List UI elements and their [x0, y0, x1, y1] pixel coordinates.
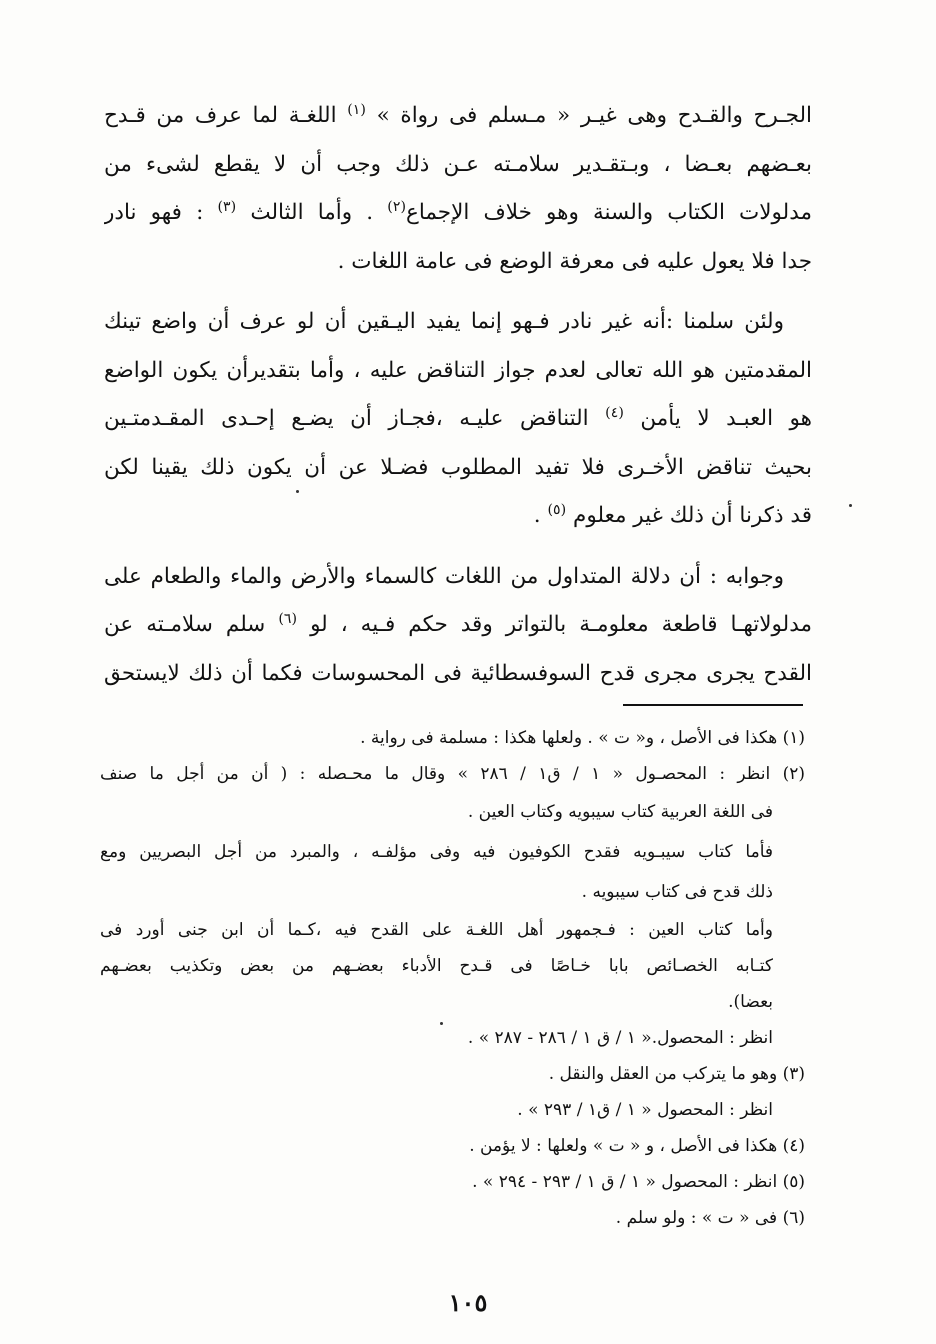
text-line: ولئن سلمنا :أنه غير نادر فـهو إنما يفيد اليـقين أن لو عرف أن واضع تينك — [104, 309, 784, 334]
footnote-3-continued: انظر : المحصول « ١ / ق١ / ٢٩٣ » . — [517, 1100, 773, 1120]
footnote-ref: (٥) — [547, 501, 567, 518]
footnotes — [100, 720, 805, 1236]
footnote-4: (٤) هكذا فى الأصل ، و « ت » ولعلها : لا يؤمن . — [469, 1136, 805, 1156]
page-number: ١٠٥ — [448, 1288, 488, 1317]
footnote-2-continued: ذلك قدح فى كتاب سيبويه . — [581, 882, 773, 902]
footnote-2-continued: بعضا). — [728, 992, 773, 1012]
text-line: الجـرح والقـدح وهى غيـر « مـسلم فى رواة » $^{(١)}$ اللغـة لما عرف من قـدح — [104, 101, 812, 128]
footnote-2-continued: انظر : المحصول.« ١ / ق ١ / ٢٨٦ - ٢٨٧ » . — [467, 1028, 773, 1048]
text-line: بحيث تناقض الأخـرى فلا تفيد المطلوب فضـلا عن أن يكون ذلك يقينا لكن — [104, 454, 812, 480]
text-line: القدح يجرى مجرى قدح السوفسطائية فى المحسوسات فكما أن ذلك لايستحق — [104, 660, 812, 686]
footnote-1: (١) هكذا فى الأصل ، و« ت » . ولعلها هكذا : مسلمة فى رواية . — [360, 728, 805, 748]
footnote-6: (٦) فى « ت » : ولو سلم . — [615, 1208, 805, 1228]
text-line: المقدمتين هو الله تعالى لعدم جواز التناقض عليه ، وأما بتقديرأن يكون الواضع — [104, 357, 812, 383]
text-line: جدا فلا يعول عليه فى معرفة الوضع فى عامة اللغات . — [337, 248, 812, 274]
footnote-2: (٢) انظر : المحصـول « ١ / ق١ / ٢٨٦ » وقال ما محـصله : ( أن من أجل ما صنف — [100, 764, 805, 784]
footnote-ref: (١) — [347, 101, 366, 118]
footnote-2-continued: وأما كتاب العين : فـجمهور أهل اللغـة على القدح فيه ،كـما أن ابن جنى أورد فى — [100, 920, 773, 940]
scan-speck — [849, 504, 852, 507]
footnote-3: (٣) وهو ما يتركب من العقل والنقل . — [548, 1064, 805, 1084]
scan-speck — [296, 490, 299, 493]
footnote-separator — [623, 704, 803, 706]
footnote-ref: (٢) — [387, 198, 406, 215]
text-line: مدلولاتهـا قاطعة معلومـة بالتواتر وقد حكم فـيه ، لو $^{(٦)}$ سلم سلامـته عن — [104, 610, 812, 637]
footnote-ref: (٤) — [605, 404, 624, 421]
footnote-ref: (٣) — [217, 198, 237, 215]
text-line: بعـضهم بعـضا ، وبـتقـدير سلامـته عـن ذلك وجب أن لا يقطع لشىء من — [104, 151, 812, 177]
footnote-2-continued: فأما كتاب سيبـويه فقدح الكوفيون فيه وفى مؤلفـه ، والمبرد من أجل البصريين ومع — [100, 842, 773, 862]
footnote-5: (٥) انظر : المحصول « ١ / ق ١ / ٢٩٣ - ٢٩٤ » . — [472, 1172, 805, 1192]
main-text — [104, 92, 812, 698]
footnote-2-continued: فى اللغة العربية كتاب سيبويه وكتاب العين . — [467, 802, 773, 822]
footnote-2-continued: كتـابه الخصـائص بابا خـاصًا فى قـدح الأدباء بعضـهم من بعض وتكذيب بعضـهم — [100, 956, 773, 976]
text-line: وجوابه : أن دلالة المتداول من اللغات كالسماء والأرض والماء والطعام على — [104, 563, 784, 589]
scan-speck — [440, 1022, 443, 1025]
text-line: مدلولات الكتاب والسنة وهو خلاف الإجماع$^{(٢)}$ . وأما الثالث $^{(٣)}$ : فهو نادر — [104, 198, 812, 225]
text-line: هو العبـد لا يأمن $^{(٤)}$ التناقض عليـه ،فجـاز أن يضـع إحـدى المقـدمتـين — [104, 404, 812, 431]
text-line: قد ذكرنا أن ذلك غير معلوم $^{(٥)}$ . — [533, 501, 812, 528]
footnote-ref: (٦) — [278, 610, 298, 627]
